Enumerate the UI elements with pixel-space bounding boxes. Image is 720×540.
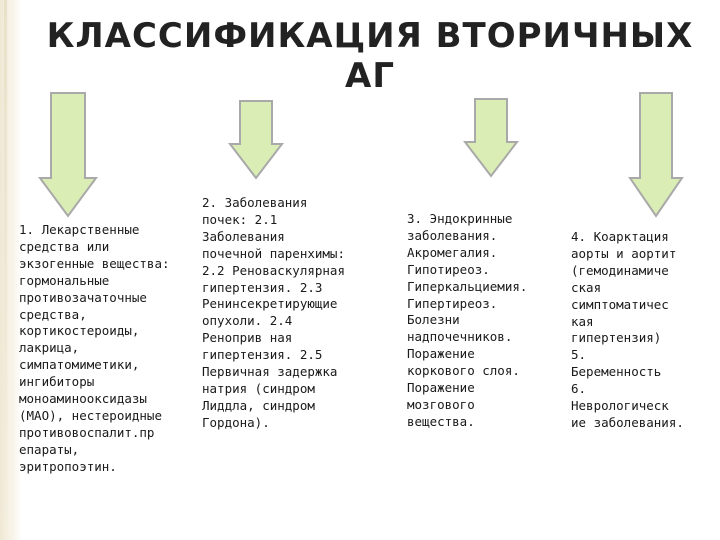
down-arrow-3 xyxy=(463,98,519,178)
down-arrow-2 xyxy=(228,100,284,180)
down-arrow-1 xyxy=(38,92,98,218)
category-2-text: 2. Заболевания почек: 2.1 Заболевания почечной паренхимы: 2.2 Реноваскулярная гипертензия. 2.3 Ренинсекретирующие опухоли. 2.4 Реноприв ная гипертензия. 2.5 Первичная задержка натрия (синдром Лиддла, синдром Гордона). xyxy=(202,195,345,430)
down-arrow-3-shape xyxy=(465,99,517,176)
down-arrow-4 xyxy=(628,92,684,218)
category-3-text: 3. Эндокринные заболевания. Акромегалия. Гипотиреоз. Гиперкальциемия. Гипертиреоз. Болезни надпочечников. Поражение коркового слоя. Поражение мозгового вещества. xyxy=(407,211,528,429)
down-arrow-1-shape xyxy=(40,93,96,216)
down-arrow-4-shape xyxy=(630,93,682,216)
down-arrow-2-shape xyxy=(230,101,282,178)
category-1-text: 1. Лекарственные средства или экзогенные вещества: гормональные противозачаточные средства, кортикостероиды, лакрица, симпатомиметики, ингибиторы моноаминооксидазы (MAO), нестероидные противовоспалит.пр епараты, эритропоэтин. xyxy=(19,222,170,474)
category-4-5-6-text: 4. Коарктация аорты и аортит (гемодинамиче ская симптоматичес кая гипертензия) 5. Беременность 6. Неврологическ ие заболевания. xyxy=(571,229,684,430)
slide-title: КЛАССИФИКАЦИЯ ВТОРИЧНЫХ АГ xyxy=(46,16,694,96)
